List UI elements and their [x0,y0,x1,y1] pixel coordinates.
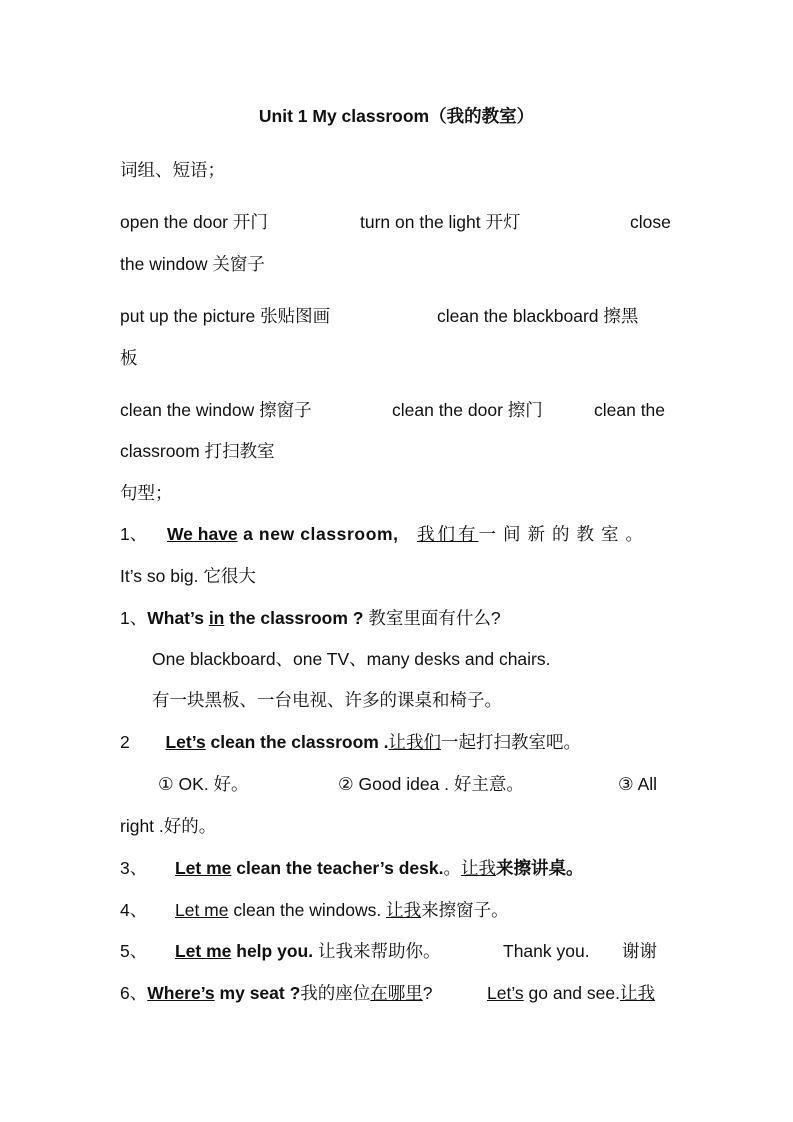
sentence-text: What’s [147,608,209,628]
translation: 让我 [460,858,496,878]
item-number: 6、 [120,983,148,1003]
sentence-text: clean the teacher’s desk. [231,858,444,878]
sentence-text: clean the windows. [228,900,387,920]
reply: Thank you. [503,941,590,961]
translation: 让我 [386,900,422,920]
sentence-2-translation: 有一块黑板、一台电视、许多的课桌和椅子。 [152,690,502,710]
translation: 一起打扫教室吧。 [441,732,582,752]
translation: 教室里面有什么? [363,608,501,628]
sentence-text: the classroom ? [224,608,364,628]
reply-translation: 谢谢 [622,941,657,961]
translation: 让我 [619,983,655,1003]
translation: 来擦窗子。 [421,900,509,920]
sentence-text: clean the classroom . [205,732,389,752]
response-option: ① OK. 好。 [158,774,249,794]
sentence-text: help you. [231,941,314,961]
item-number: 1、 [120,524,148,544]
sentence-2 [120,606,501,630]
sentence-5 [120,898,509,922]
translation: 一间新的教室。 [478,524,650,544]
sentence-text: Where’s [147,983,215,1003]
sentence-1-line2: It’s so big. 它很大 [120,566,256,586]
sentence-text: Let’s [165,732,206,752]
translation: 我的座位 [300,983,371,1003]
translation: 在哪里 [370,983,423,1003]
phrase: clean the blackboard 擦黑 [437,306,639,326]
sentence-text: Let’s [487,983,524,1003]
sentence-6 [120,939,440,963]
phrase: classroom 打扫教室 [120,441,275,461]
response-option: ③ All [618,774,658,794]
sentence-4 [120,856,583,880]
page-title: Unit 1 My classroom（我的教室） [258,106,535,126]
phrase: clean the [594,400,666,420]
translation: 来擦讲桌。 [495,858,584,878]
phrase: open the door 开门 [120,212,268,232]
phrase: turn on the light 开灯 [360,212,521,232]
translation: 我们有 [416,524,479,544]
phrase: close [630,212,671,232]
item-number: 5、 [120,941,148,961]
phrase: clean the window 擦窗子 [120,400,312,420]
sentence-7-reply [487,981,655,1005]
sentence-text: in [208,608,225,628]
phrase: the window 关窗子 [120,254,265,274]
sentence-1 [120,522,650,546]
sentence-2-answer: One blackboard、one TV、many desks and chairs. [152,649,551,669]
response-option: ② Good idea . 好主意。 [338,774,524,794]
item-number: 3、 [120,858,148,878]
sentence-text: We have [166,524,238,544]
sentence-text: Let me [174,900,229,920]
sentence-text: Let me [174,941,232,961]
phrase: clean the door 擦门 [392,400,543,420]
section-heading-sentences: 句型； [120,483,173,503]
sentence-text: go and see. [523,983,620,1003]
phrase: put up the picture 张贴图画 [120,306,331,326]
section-heading-phrases: 词组、短语； [120,160,225,180]
sentence-text: a new classroom, [237,524,405,544]
punctuation: 。 [443,858,461,878]
translation: 让我来帮助你。 [313,941,441,961]
item-number: 1、 [120,608,148,628]
phrase-line [120,210,268,234]
item-number: 2 [120,732,130,752]
response-option-cont: right .好的。 [120,816,217,836]
translation: 让我们 [388,732,442,752]
sentence-text: Let me [174,858,232,878]
phrase: 板 [120,348,138,368]
sentence-text: my seat ? [214,983,301,1003]
translation: ? [422,983,433,1003]
item-number: 4、 [120,900,148,920]
sentence-3 [120,730,581,754]
sentence-7 [120,981,433,1005]
